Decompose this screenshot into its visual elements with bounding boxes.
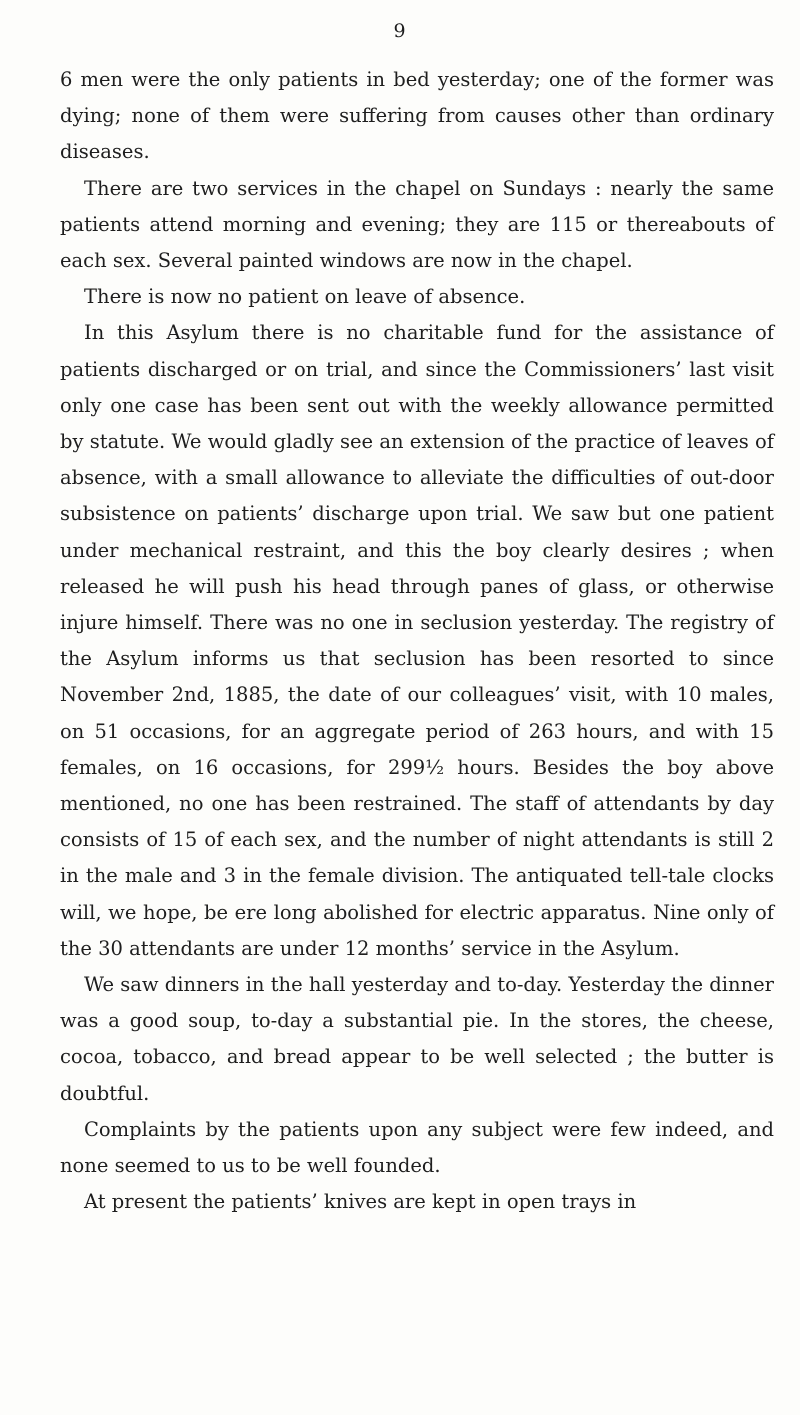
- paragraph-chapel-services: There are two services in the chapel on Sundays : nearly the same patients attend morning and evening; they are 115 or thereabouts of each sex. Several painted windows are now in the chapel.: [60, 176, 774, 273]
- paragraph-knives: At present the patients’ knives are kept in open trays in: [84, 1190, 637, 1214]
- page-number: 9: [393, 20, 407, 42]
- paragraph-complaints: Complaints by the patients upon any subject were few indeed, and none seemed to us to be well founded.: [60, 1117, 774, 1178]
- paragraph-leave-of-absence: There is now no patient on leave of absence.: [84, 285, 526, 309]
- paragraph-bed-patients: 6 men were the only patients in bed yesterday; one of the former was dying; none of them were suffering from causes other than ordinary diseases.: [60, 68, 774, 164]
- paragraph-charitable-fund: In this Asylum there is no charitable fund for the assistance of patients discharged or on trial, and since the Commissioners’ last visit only one case has been sent out with the weekly allowance permitted by statute. We would gladly see an extension of the practice of leaves of absence, with a small allowance to alleviate the difficulties of out-door subsistence on patients’ discharge upon trial. We saw but one patient under mechanical restraint, and this the boy clearly desires ; when released he will push his head through panes of glass, or otherwise injure himself. There was no one in seclusion yesterday. The registry of the Asylum informs us that seclusion has been resorted to since November 2nd, 1885, the date of our colleagues’ visit, with 10 males, on 51 occasions, for an aggregate period of 263 hours, and with 15 females, on 16 occasions, for 299½ hours. Besides the boy above mentioned, no one has been restrained. The staff of attendants by day consists of 15 of each sex, and the number of night attendants is still 2 in the male and 3 in the female division. The antiquated tell-tale clocks will, we hope, be ere long abolished for electric apparatus. Nine only of the 30 attendants are under 12 months’ service in the Asylum.: [60, 321, 774, 960]
- body-text: [60, 62, 774, 1221]
- paragraph-dinners: We saw dinners in the hall yesterday and to-day. Yesterday the dinner was a good soup, to-day a substantial pie. In the stores, the cheese, cocoa, tobacco, and bread appear to be well selected ; the butter is doubtful.: [60, 973, 774, 1105]
